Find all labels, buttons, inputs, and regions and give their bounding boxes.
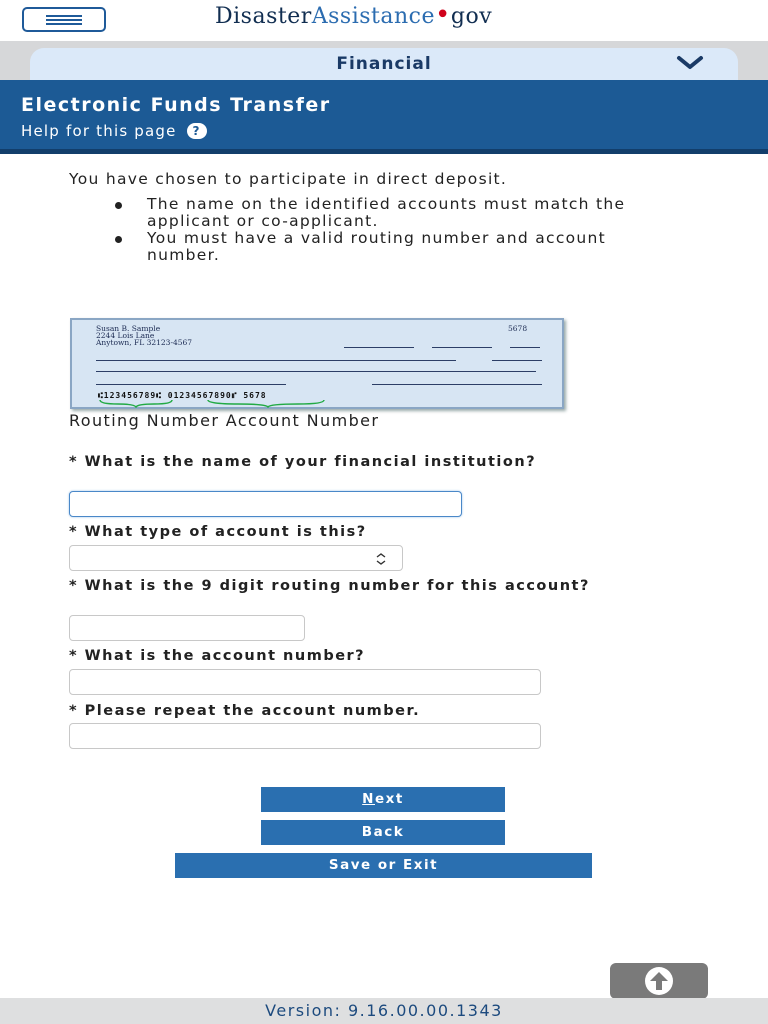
- help-question-icon[interactable]: ?: [187, 123, 207, 139]
- account-type-select[interactable]: [69, 545, 403, 571]
- intro-text: You have chosen to participate in direct deposit.: [69, 170, 508, 188]
- logo-dot: •: [435, 0, 451, 30]
- next-button-label: ext: [374, 791, 404, 807]
- next-button-accesskey: N: [362, 791, 375, 807]
- arrow-up-circle-icon: [610, 963, 708, 999]
- chevron-down-icon[interactable]: [676, 55, 704, 71]
- scroll-to-top-button[interactable]: [610, 963, 708, 999]
- section-tab-financial[interactable]: [30, 48, 738, 82]
- logo-text-disaster: Disaster: [215, 4, 312, 29]
- next-button[interactable]: [261, 787, 505, 812]
- version-text: Version: 9.16.00.00.1343: [265, 1001, 503, 1020]
- routing-number-input[interactable]: [69, 615, 305, 641]
- section-tab-label: Financial: [336, 54, 432, 74]
- logo-text-gov: gov: [450, 4, 493, 29]
- question-account-number: * What is the account number?: [69, 648, 366, 664]
- requirement-item: The name on the identified accounts must match the applicant or co-applicant.: [147, 196, 679, 230]
- check-name: Susan B. Sample: [96, 324, 161, 333]
- account-number-input[interactable]: [69, 669, 541, 695]
- logo-text-assistance: Assistance: [311, 4, 436, 29]
- institution-name-input[interactable]: [69, 491, 462, 517]
- site-header: [0, 0, 768, 41]
- help-link-label: Help for this page: [21, 122, 177, 140]
- check-city: Anytown, FL 32123-4567: [96, 338, 193, 347]
- menu-button[interactable]: [22, 7, 106, 32]
- check-address: 2244 Lois Lane: [96, 331, 155, 340]
- hamburger-menu-icon: [46, 15, 82, 17]
- question-account-type: * What type of account is this?: [69, 524, 367, 540]
- requirement-item: You must have a valid routing number and account number.: [147, 230, 679, 264]
- footer: [0, 998, 768, 1024]
- check-caption: Routing Number Account Number: [69, 411, 380, 430]
- page-title-band: [0, 80, 768, 154]
- help-link[interactable]: [21, 122, 207, 140]
- page-title: Electronic Funds Transfer: [21, 94, 331, 116]
- question-routing-number: * What is the 9 digit routing number for this account?: [69, 578, 590, 594]
- check-micr-line: ⑆123456789⑆ 01234567890⑈ 5678: [98, 391, 267, 400]
- check-number: 5678: [508, 324, 528, 333]
- select-arrows-icon: [374, 552, 388, 566]
- sample-check-image: [70, 318, 564, 409]
- requirements-list: [69, 196, 679, 264]
- site-logo[interactable]: [215, 0, 493, 30]
- question-institution: * What is the name of your financial institution?: [69, 454, 537, 470]
- question-repeat-account-number: * Please repeat the account number.: [69, 703, 421, 719]
- repeat-account-number-input[interactable]: [69, 723, 541, 749]
- intro-text-block: [69, 171, 679, 264]
- save-or-exit-button[interactable]: Save or Exit: [175, 853, 592, 878]
- back-button[interactable]: Back: [261, 820, 505, 845]
- check-bracket-marks: [98, 398, 358, 408]
